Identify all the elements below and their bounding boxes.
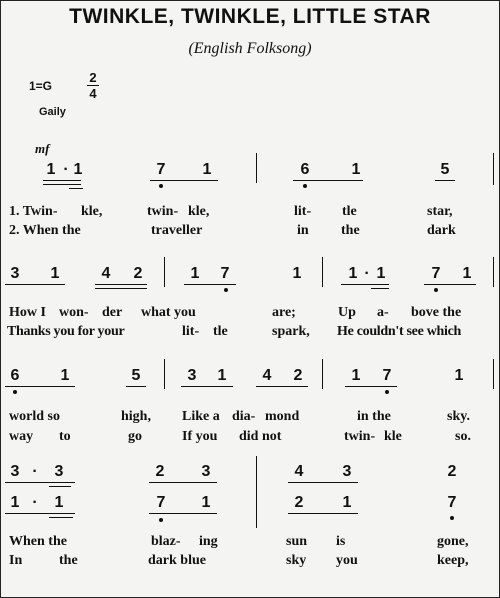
lyric: He couldn't see which [337, 324, 461, 339]
lyric: dark blue [148, 553, 206, 568]
underline [43, 184, 81, 185]
note: 2 [133, 265, 143, 282]
underline [184, 284, 236, 285]
lyric: Thanks you for your [7, 324, 125, 339]
note: 1 [46, 161, 56, 178]
dynamic-marking: mf [35, 141, 50, 156]
lyric: lit- [182, 324, 200, 339]
lyric: you [336, 553, 358, 568]
lyric: twin- [147, 204, 179, 219]
note: 7 [156, 161, 166, 178]
lyric: keep, [437, 553, 469, 568]
lyric: tle [213, 324, 228, 339]
lyric: won- [59, 305, 89, 320]
underline [150, 180, 218, 181]
underline [288, 513, 358, 514]
underline [371, 288, 389, 289]
lyric: If you [182, 429, 218, 444]
underline [341, 284, 389, 285]
lyric: dia- [232, 409, 256, 424]
note: 1 [217, 367, 227, 384]
underline [149, 513, 217, 514]
lyric: Up [338, 305, 356, 320]
note: 1 [462, 265, 472, 282]
lyric: bove the [411, 305, 462, 320]
lyric: kle, [188, 204, 210, 219]
underline [149, 482, 217, 483]
note: 1 [376, 265, 386, 282]
lyric: sky [286, 553, 307, 568]
lyric: 2. When the [9, 223, 81, 238]
note: 2 [293, 367, 303, 384]
lyric: gone, [437, 534, 469, 549]
low-octave-dot [303, 184, 307, 188]
note: 1 [10, 494, 20, 511]
note: 7 [220, 265, 230, 282]
note: 1 [50, 265, 60, 282]
lyric: When the [9, 534, 67, 549]
note: 1 [60, 367, 70, 384]
lyric: go [128, 429, 142, 444]
note: 1 [342, 494, 352, 511]
low-octave-dot [385, 390, 389, 394]
lyric: in the [357, 409, 391, 424]
lyric: blaz- [151, 534, 181, 549]
barline [322, 359, 323, 389]
lyric: sky. [447, 409, 470, 424]
low-octave-dot [434, 288, 438, 292]
lyric: traveller [151, 223, 203, 238]
barline [256, 153, 257, 183]
lyric: did not [239, 429, 282, 444]
note: 1 [351, 161, 361, 178]
barline [256, 456, 257, 528]
barline [493, 257, 494, 287]
lyric: mond [265, 409, 300, 424]
underline [43, 180, 81, 181]
note: 6 [300, 161, 310, 178]
lyric: How I [9, 305, 46, 320]
lyric: kle, [81, 204, 103, 219]
song-title: TWINKLE, TWINKLE, LITTLE STAR [69, 5, 431, 28]
lyric: star, [427, 204, 453, 219]
lyric: twin- [344, 429, 376, 444]
note: 5 [440, 161, 450, 178]
note: 1 [454, 367, 464, 384]
note: 1 [73, 161, 83, 178]
dot-note: · [364, 265, 370, 282]
dot-note: · [63, 161, 69, 178]
note: 1 [54, 494, 64, 511]
lyric: the [341, 223, 360, 238]
lyric: 1. Twin- [9, 204, 58, 219]
lyric: In [9, 553, 23, 568]
lyric: way [9, 429, 34, 444]
note: 2 [294, 494, 304, 511]
lyric: tle [342, 204, 357, 219]
barline [164, 257, 165, 287]
note: 1 [292, 265, 302, 282]
underline [181, 386, 233, 387]
low-octave-dot [224, 288, 228, 292]
lyric: Like a [182, 409, 220, 424]
note: 7 [382, 367, 392, 384]
low-octave-dot [450, 516, 454, 520]
note: 4 [294, 463, 304, 480]
time-signature [87, 70, 99, 101]
note: 3 [10, 265, 20, 282]
note: 7 [431, 265, 441, 282]
underline [345, 386, 397, 387]
lyric: the [59, 553, 78, 568]
underline [256, 386, 308, 387]
dot-note: · [32, 494, 38, 511]
barline [493, 359, 494, 389]
lyric: lit- [294, 204, 312, 219]
underline [95, 288, 147, 289]
lyric: are; [272, 305, 296, 320]
underline [5, 482, 75, 483]
underline [126, 386, 146, 387]
lyric: world so [9, 409, 60, 424]
note: 4 [262, 367, 272, 384]
underline [69, 188, 83, 189]
barline [493, 153, 494, 185]
lyric: is [336, 534, 346, 549]
underline [293, 180, 363, 181]
dot-note: · [32, 463, 38, 480]
lyric: in [297, 223, 309, 238]
lyric: dark [427, 223, 456, 238]
lyric: high, [121, 409, 151, 424]
underline [435, 180, 455, 181]
underline [49, 486, 71, 487]
time-signature-bottom: 4 [87, 85, 99, 101]
low-octave-dot [159, 184, 163, 188]
lyric: what you [141, 305, 196, 320]
underline [288, 482, 358, 483]
lyric: so. [455, 429, 471, 444]
note: 3 [54, 463, 64, 480]
note: 5 [131, 367, 141, 384]
lyric: kle [384, 429, 402, 444]
lyric: a- [377, 305, 389, 320]
tempo-marking: Gaily [39, 106, 66, 118]
low-octave-dot [13, 390, 17, 394]
time-signature-top: 2 [89, 70, 97, 85]
barline [164, 359, 165, 389]
note: 4 [101, 265, 111, 282]
note: 2 [447, 463, 457, 480]
note: 7 [447, 494, 457, 511]
note: 1 [190, 265, 200, 282]
note: 1 [202, 161, 212, 178]
note: 3 [187, 367, 197, 384]
barline [322, 257, 323, 287]
underline [95, 284, 147, 285]
note: 6 [10, 367, 20, 384]
lyric: sun [286, 534, 308, 549]
note: 1 [348, 265, 358, 282]
note: 2 [155, 463, 165, 480]
song-subtitle: (English Folksong) [188, 40, 312, 57]
note: 3 [10, 463, 20, 480]
note: 3 [342, 463, 352, 480]
low-octave-dot [159, 518, 163, 522]
key-signature: 1=G [29, 79, 53, 93]
note: 7 [156, 494, 166, 511]
note: 1 [351, 367, 361, 384]
underline [5, 513, 75, 514]
underline [49, 517, 73, 518]
underline [5, 284, 65, 285]
note: 3 [201, 463, 211, 480]
underline [424, 284, 476, 285]
lyric: ing [199, 534, 218, 549]
lyric: to [59, 429, 71, 444]
note: 1 [201, 494, 211, 511]
lyric: der [102, 305, 123, 320]
underline [5, 386, 75, 387]
lyric: spark, [272, 324, 310, 339]
